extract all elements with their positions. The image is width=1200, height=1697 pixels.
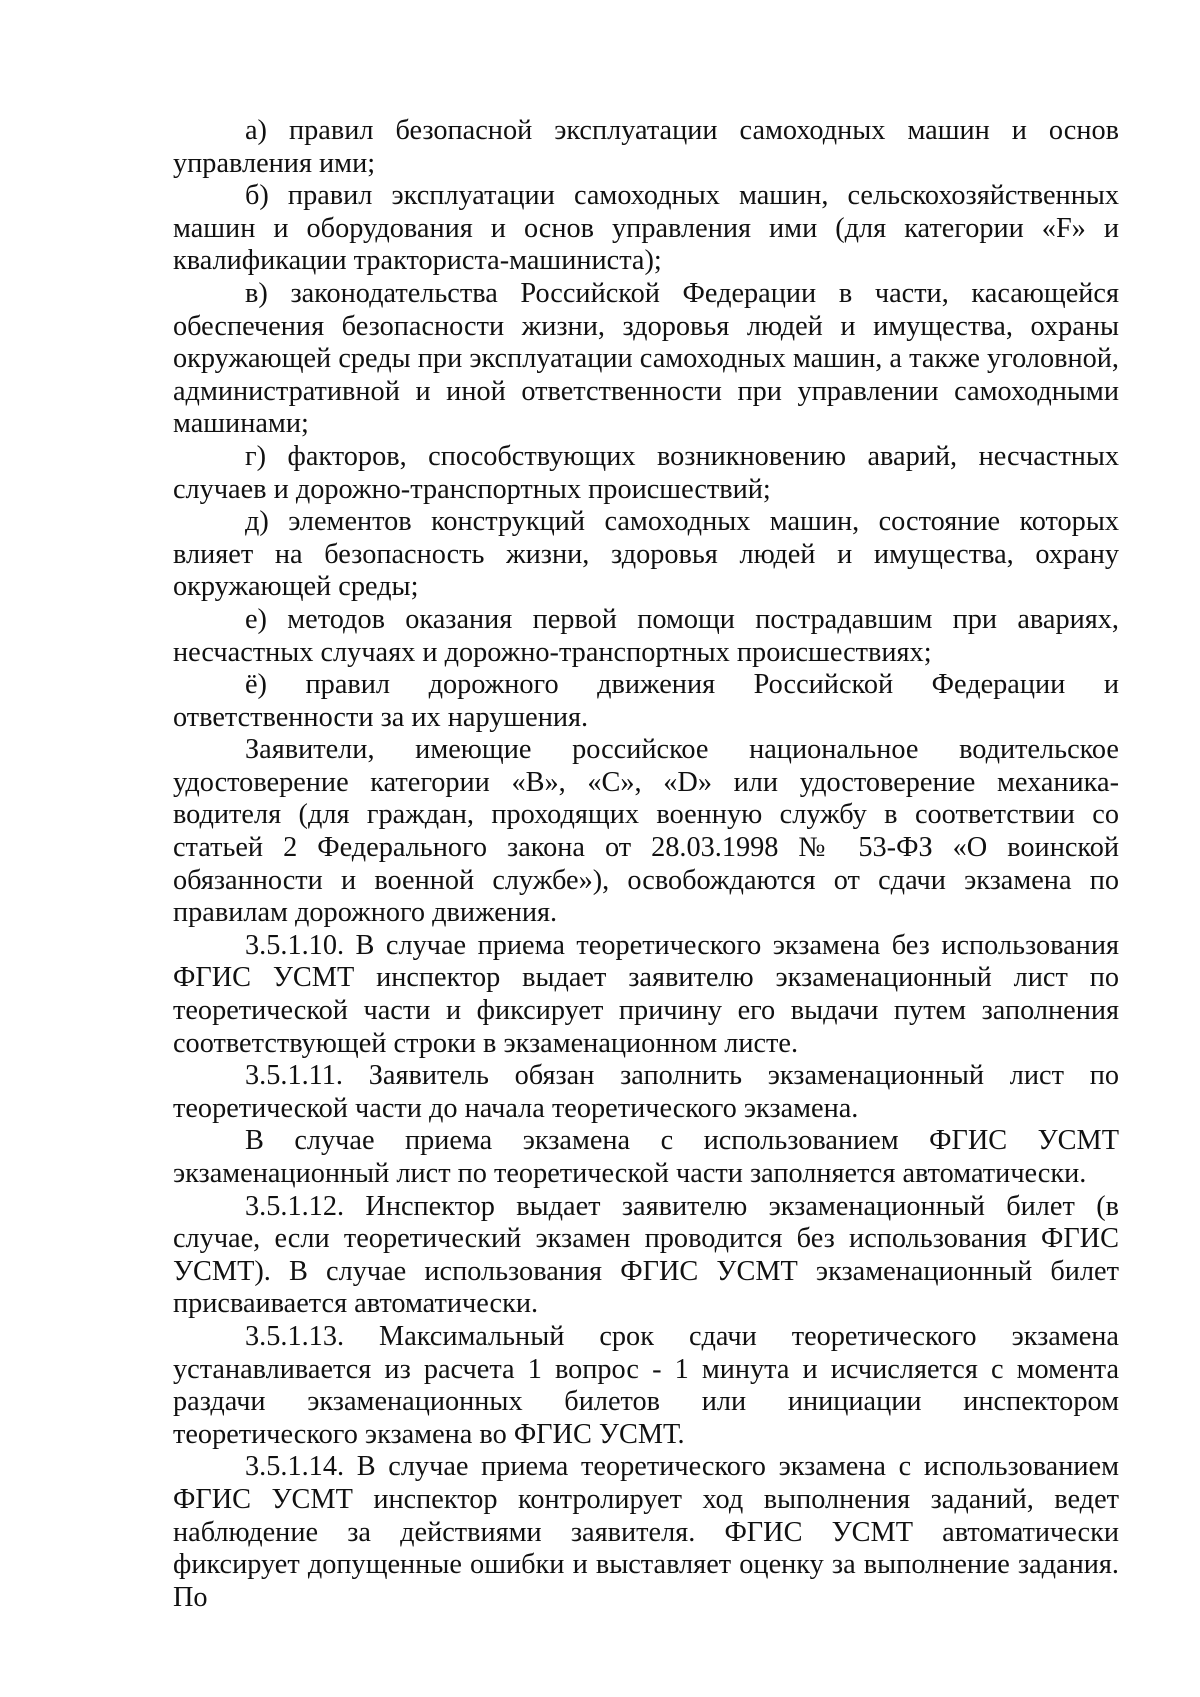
paragraph-applicants-exemption: Заявители, имеющие российское национальное водительское удостоверение категории «B», «C», «D» или удостоверение механика-водителя (для граждан, проходящих военную службу в соответствии со статьей 2 Федерального закона от 28.03.1998 № 53-ФЗ «О воинской обязанности и военной службе»), освобождаются от сдачи экзамена по правилам дорожного движения. [173,734,1119,929]
paragraph-3-5-1-11: 3.5.1.11. Заявитель обязан заполнить экзаменационный лист по теоретической части до начала теоретического экзамена. [173,1060,1119,1124]
paragraph-3-5-1-14: 3.5.1.14. В случае приема теоретического экзамена с использованием ФГИС УСМТ инспектор контролирует ход выполнения заданий, ведет наблюдение за действиями заявителя. ФГИС УСМТ автоматически фиксирует допущенные ошибки и выставляет оценку за выполнение задания. По [173,1451,1119,1613]
paragraph-3-5-1-10: 3.5.1.10. В случае приема теоретического экзамена без использования ФГИС УСМТ инспектор выдает заявителю экзаменационный лист по теоретической части и фиксирует причину его выдачи путем заполнения соответствующей строки в экзаменационном листе. [173,929,1119,1059]
document-page [173,115,1119,1614]
paragraph-item-e: е) методов оказания первой помощи пострадавшим при авариях, несчастных случаях и дорожно-транспортных происшествиях; [173,603,1119,668]
paragraph-item-v: в) законодательства Российской Федерации в части, касающейся обеспечения безопасности жизни, здоровья людей и имущества, охраны окружающей среды при эксплуатации самоходных машин, а также уголовной, административной и иной ответственности при управлении самоходными машинами; [173,277,1119,440]
paragraph-item-b: б) правил эксплуатации самоходных машин, сельскохозяйственных машин и оборудования и основ управления ими (для категории «F» и квалификации тракториста-машиниста); [173,180,1119,277]
paragraph-3-5-1-12: 3.5.1.12. Инспектор выдает заявителю экзаменационный билет (в случае, если теоретический экзамен проводится без использования ФГИС УСМТ). В случае использования ФГИС УСМТ экзаменационный билет присваивается автоматически. [173,1190,1119,1320]
paragraph-item-a: а) правил безопасной эксплуатации самоходных машин и основ управления ими; [173,115,1119,179]
paragraph-item-yo: ё) правил дорожного движения Российской Федерации и ответственности за их нарушения. [173,669,1119,733]
paragraph-3-5-1-13: 3.5.1.13. Максимальный срок сдачи теоретического экзамена устанавливается из расчета 1 вопрос - 1 минута и исчисляется с момента раздачи экзаменационных билетов или инициации инспектором теоретического экзамена во ФГИС УСМТ. [173,1320,1119,1450]
paragraph-item-g: г) факторов, способствующих возникновению аварий, несчастных случаев и дорожно-транспортных происшествий; [173,440,1119,505]
paragraph-item-d: д) элементов конструкций самоходных машин, состояние которых влияет на безопасность жизни, здоровья людей и имущества, охрану окружающей среды; [173,506,1119,603]
paragraph-automatic-sheet: В случае приема экзамена с использованием ФГИС УСМТ экзаменационный лист по теоретической части заполняется автоматически. [173,1125,1119,1189]
